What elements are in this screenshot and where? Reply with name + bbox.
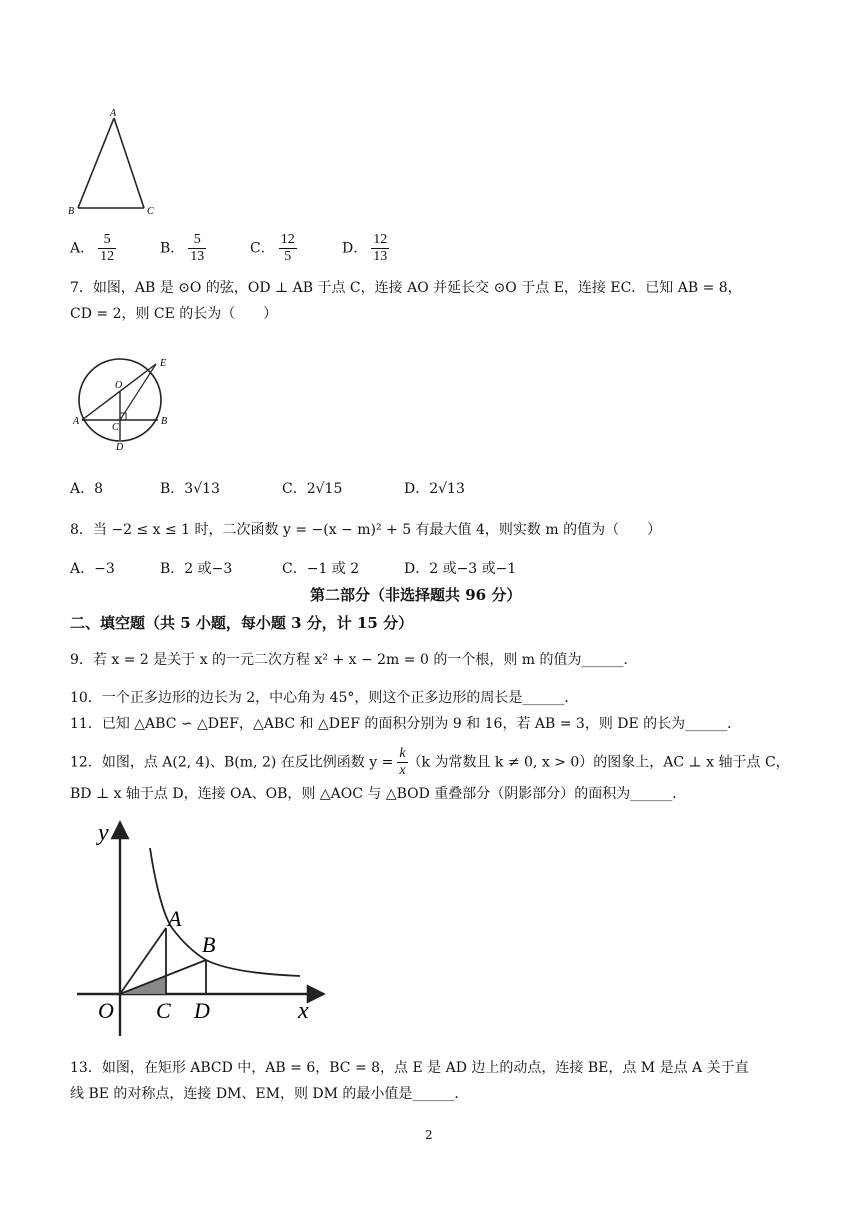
q8-stem: 8．当 −2 ≤ x ≤ 1 时，二次函数 y = −(x − m)² + 5 有最大值 4，则实数 m 的值为（ ） (70, 522, 662, 538)
q8-option-c[interactable]: C．−1 或 2 (282, 561, 360, 577)
q7-label-o: O (115, 380, 123, 391)
q12-label-x: x (298, 998, 309, 1024)
q6-label-b: B (68, 206, 75, 217)
q10-stem: 10．一个正多边形的边长为 2，中心角为 45°，则这个正多边形的周长是______． (70, 690, 579, 706)
q6-option-a[interactable]: A． $\frac{5}{12}$ (70, 232, 115, 264)
q7-circle-figure (70, 350, 180, 455)
q13-stem-line1: 13．如图，在矩形 ABCD 中，AB = 6，BC = 8，点 E 是 AD 边上的动点，连接 BE，点 M 是点 A 关于直 (70, 1060, 749, 1076)
q6-option-b[interactable]: B． $\frac{5}{13}$ (160, 232, 205, 264)
q13-stem-line2: 线 BE 的对称点，连接 DM、EM，则 DM 的最小值是______． (70, 1086, 469, 1102)
q6-option-d[interactable]: D． $\frac{12}{13}$ (342, 232, 388, 264)
q7-label-e: E (160, 358, 167, 369)
page-number: 2 (425, 1128, 433, 1142)
q6-option-c[interactable]: C． $\frac{12}{5}$ (250, 232, 295, 264)
q7-option-c[interactable]: C．2√15 (282, 481, 343, 497)
q7-label-a: A (73, 416, 80, 427)
q9-stem: 9．若 x = 2 是关于 x 的一元二次方程 x² + x − 2m = 0 的一个根，则 m 的值为______． (70, 652, 638, 668)
q12-label-b: B (202, 932, 216, 957)
q8-option-a[interactable]: A．−3 (70, 561, 115, 577)
q7-stem-line2: CD = 2，则 CE 的长为（ ） (70, 306, 278, 322)
q12-label-d: D (194, 998, 210, 1023)
q12-stem-line2: BD ⊥ x 轴于点 D，连接 OA、OB，则 △AOC 与 △BOD 重叠部分（阴影部分）的面积为______． (70, 786, 687, 802)
q7-option-d[interactable]: D．2√13 (404, 481, 465, 497)
q12-label-c: C (156, 998, 171, 1023)
q6-triangle-figure (64, 104, 164, 219)
q6-label-a: A (110, 108, 117, 119)
q12-graph-figure (72, 818, 334, 1048)
q12-stem-line1: 12．如图，点 A(2, 4)、B(m, 2) 在反比例函数 y = $\frac{k}{x}$ （k 为常数且 k ≠ 0, x > 0）的图象上，AC ⊥ x 轴于点 C， (70, 746, 790, 778)
q7-option-b[interactable]: B．3√13 (160, 481, 220, 497)
q12-label-a: A (168, 906, 182, 931)
part2-title: 第二部分（非选择题共 96 分） (310, 586, 522, 604)
q6-label-c: C (147, 206, 154, 217)
q11-stem: 11．已知 △ABC ∽ △DEF，△ABC 和 △DEF 的面积分别为 9 和 16，若 AB = 3，则 DE 的长为______． (70, 716, 742, 732)
q12-label-o: O (98, 998, 114, 1023)
q7-label-d: D (116, 442, 124, 453)
q7-label-c: C (112, 422, 119, 433)
q8-option-d[interactable]: D．2 或−3 或−1 (404, 561, 517, 577)
q7-stem-line1: 7．如图，AB 是 ⊙O 的弦，OD ⊥ AB 于点 C，连接 AO 并延长交 ⊙O 于点 E，连接 EC．已知 AB = 8， (70, 280, 742, 296)
section2-title: 二、填空题（共 5 小题，每小题 3 分，计 15 分） (70, 614, 414, 632)
q7-option-a[interactable]: A．8 (70, 481, 104, 497)
q7-label-b: B (161, 416, 168, 427)
q12-label-y: y (98, 820, 109, 846)
q8-option-b[interactable]: B．2 或−3 (160, 561, 233, 577)
